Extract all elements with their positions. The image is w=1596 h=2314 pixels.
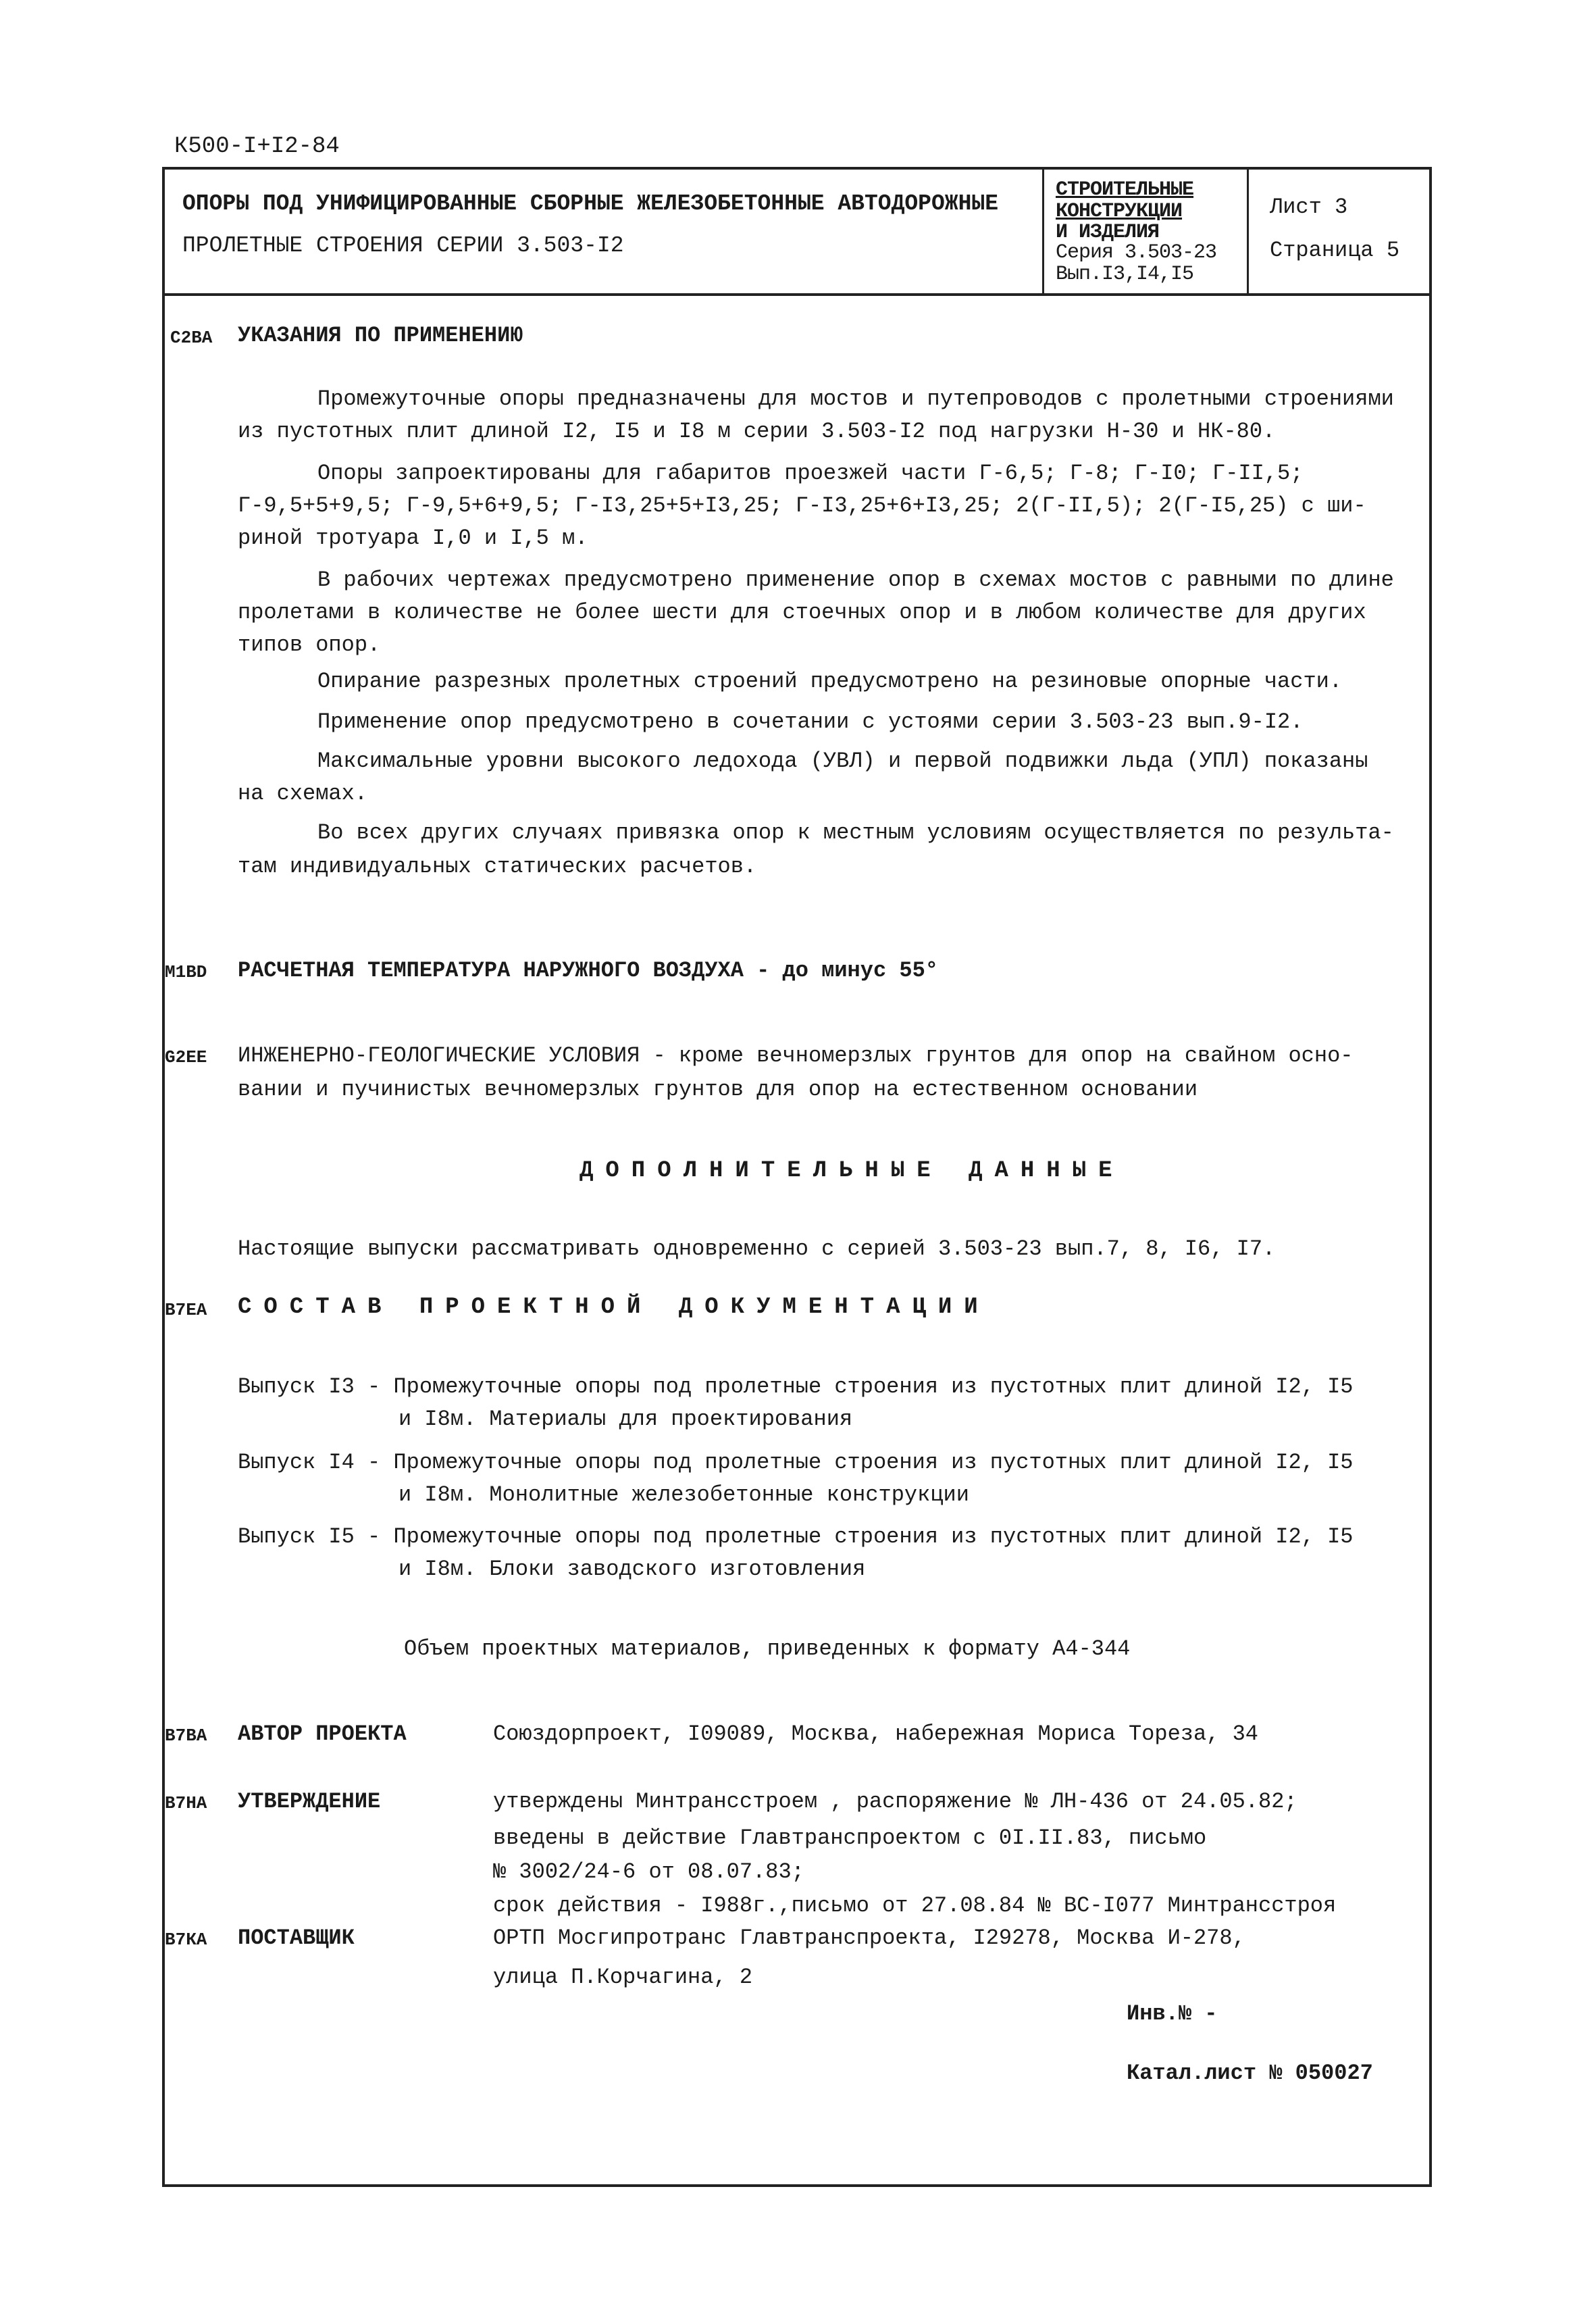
usage-line: В рабочих чертежах предусмотрено применение опор в схемах мостов с равными по длине xyxy=(317,568,1394,593)
temperature-text: РАСЧЕТНАЯ ТЕМПЕРАТУРА НАРУЖНОГО ВОЗДУХА - до минус 55° xyxy=(238,958,938,983)
usage-line: Применение опор предусмотрено в сочетании с устоями серии 3.503-23 вып.9-I2. xyxy=(317,709,1304,734)
usage-line: Г-9,5+5+9,5; Г-9,5+6+9,5; Г-I3,25+5+I3,25; Г-I3,25+6+I3,25; 2(Г-II,5); 2(Г-I5,25) с ши- xyxy=(238,493,1366,518)
document-code: К500-I+I2-84 xyxy=(174,134,340,159)
supplier-label: ПОСТАВЩИК xyxy=(238,1926,355,1951)
additional-text: Настоящие выпуски рассматривать одновременно с серией 3.503-23 вып.7, 8, I6, I7. xyxy=(238,1236,1276,1261)
usage-line: из пустотных плит длиной I2, I5 и I8 м серии 3.503-I2 под нагрузки Н-30 и НК-80. xyxy=(238,419,1276,444)
usage-line: Опоры запроектированы для габаритов проезжей части Г-6,5; Г-8; Г-I0; Г-II,5; xyxy=(317,461,1304,486)
header-category-line-3: И ИЗДЕЛИЯ xyxy=(1056,221,1160,244)
usage-line: риной тротуара I,0 и I,5 м. xyxy=(238,526,588,551)
header-sheet: Лист 3 xyxy=(1270,195,1348,220)
composition-code: В7ЕА xyxy=(165,1300,207,1320)
supplier-line-2: улица П.Корчагина, 2 xyxy=(493,1965,753,1990)
approval-line-2: введены в действие Главтранспроектом с 0I.II.83, письмо xyxy=(493,1826,1207,1851)
header-column-divider-2 xyxy=(1247,167,1249,294)
approval-label: УТВЕРЖДЕНИЕ xyxy=(238,1789,381,1814)
approval-code: В7НА xyxy=(165,1793,207,1813)
header-category-line-2: КОНСТРУКЦИИ xyxy=(1056,200,1183,223)
header-title-line-2: ПРОЛЕТНЫЕ СТРОЕНИЯ СЕРИИ 3.503-I2 xyxy=(182,233,624,258)
approval-line-4: срок действия - I988г.,письмо от 27.08.84 № ВС-I077 Минтрансстроя xyxy=(493,1893,1337,1918)
header-column-divider-1 xyxy=(1042,167,1044,294)
additional-heading: ДОПОЛНИТЕЛЬНЫЕ ДАННЫЕ xyxy=(580,1158,1125,1184)
composition-item-line: Выпуск I4 - Промежуточные опоры под пролетные строения из пустотных плит длиной I2, I5 xyxy=(238,1450,1354,1475)
composition-volume: Объем проектных материалов, приведенных к формату А4-344 xyxy=(404,1636,1131,1661)
author-value: Союздорпроект, I09089, Москва, набережная Мориса Тореза, 34 xyxy=(493,1721,1258,1746)
usage-line: на схемах. xyxy=(238,781,368,806)
usage-line: там индивидуальных статических расчетов. xyxy=(238,854,757,879)
usage-line: Опирание разрезных пролетных строений предусмотрено на резиновые опорные части. xyxy=(317,669,1343,694)
header-series: Серия 3.503-23 xyxy=(1056,241,1217,264)
composition-item-line: Выпуск I5 - Промежуточные опоры под пролетные строения из пустотных плит длиной I2, I5 xyxy=(238,1524,1354,1549)
composition-item-line: и I8м. Монолитные железобетонные конструкции xyxy=(398,1482,969,1507)
geology-code: G2ЕЕ xyxy=(165,1047,207,1067)
geology-line-2: вании и пучинистых вечномерзлых грунтов для опор на естественном основании xyxy=(238,1077,1198,1102)
header-issues: Вып.I3,I4,I5 xyxy=(1056,263,1194,286)
usage-line: типов опор. xyxy=(238,632,381,657)
supplier-line-1: ОРТП Мосгипротранс Главтранспроекта, I29278, Москва И-278, xyxy=(493,1926,1245,1951)
header-page: Страница 5 xyxy=(1270,238,1400,263)
header-title-line-1: ОПОРЫ ПОД УНИФИЦИРОВАННЫЕ СБОРНЫЕ ЖЕЛЕЗОБЕТОННЫЕ АВТОДОРОЖНЫЕ xyxy=(182,191,998,216)
temperature-code: М1ВD xyxy=(165,962,207,982)
approval-line-1: утверждены Минтрансстроем , распоряжение № ЛН-436 от 24.05.82; xyxy=(493,1789,1297,1814)
author-label: АВТОР ПРОЕКТА xyxy=(238,1721,407,1746)
approval-line-3: № 3002/24-6 от 08.07.83; xyxy=(493,1859,804,1884)
geology-line-1: ИНЖЕНЕРНО-ГЕОЛОГИЧЕСКИЕ УСЛОВИЯ - кроме вечномерзлых грунтов для опор на свайном осно- xyxy=(238,1043,1354,1068)
usage-line: пролетами в количестве не более шести для стоечных опор и в любом количестве для других xyxy=(238,600,1366,625)
usage-code: С2ВА xyxy=(170,328,213,348)
composition-item-line: Выпуск I3 - Промежуточные опоры под пролетные строения из пустотных плит длиной I2, I5 xyxy=(238,1374,1354,1399)
header-divider xyxy=(162,293,1432,296)
header-category-line-1: СТРОИТЕЛЬНЫЕ xyxy=(1056,178,1194,201)
usage-line: Максимальные уровни высокого ледохода (УВЛ) и первой подвижки льда (УПЛ) показаны xyxy=(317,749,1368,774)
supplier-code: В7КА xyxy=(165,1930,207,1950)
author-code: В7ВА xyxy=(165,1726,207,1746)
composition-item-line: и I8м. Блоки заводского изготовления xyxy=(398,1557,866,1582)
composition-item-line: и I8м. Материалы для проектирования xyxy=(398,1407,853,1432)
composition-heading: СОСТАВ ПРОЕКТНОЙ ДОКУМЕНТАЦИИ xyxy=(238,1294,990,1320)
catalog-sheet: Катал.лист № 050027 xyxy=(1127,2061,1373,2086)
usage-line: Промежуточные опоры предназначены для мостов и путепроводов с пролетными строениями xyxy=(317,386,1394,411)
usage-line: Во всех других случаях привязка опор к местным условиям осуществляется по результа- xyxy=(317,820,1394,845)
usage-heading: УКАЗАНИЯ ПО ПРИМЕНЕНИЮ xyxy=(238,323,523,348)
inventory-number: Инв.№ - xyxy=(1127,2001,1218,2026)
